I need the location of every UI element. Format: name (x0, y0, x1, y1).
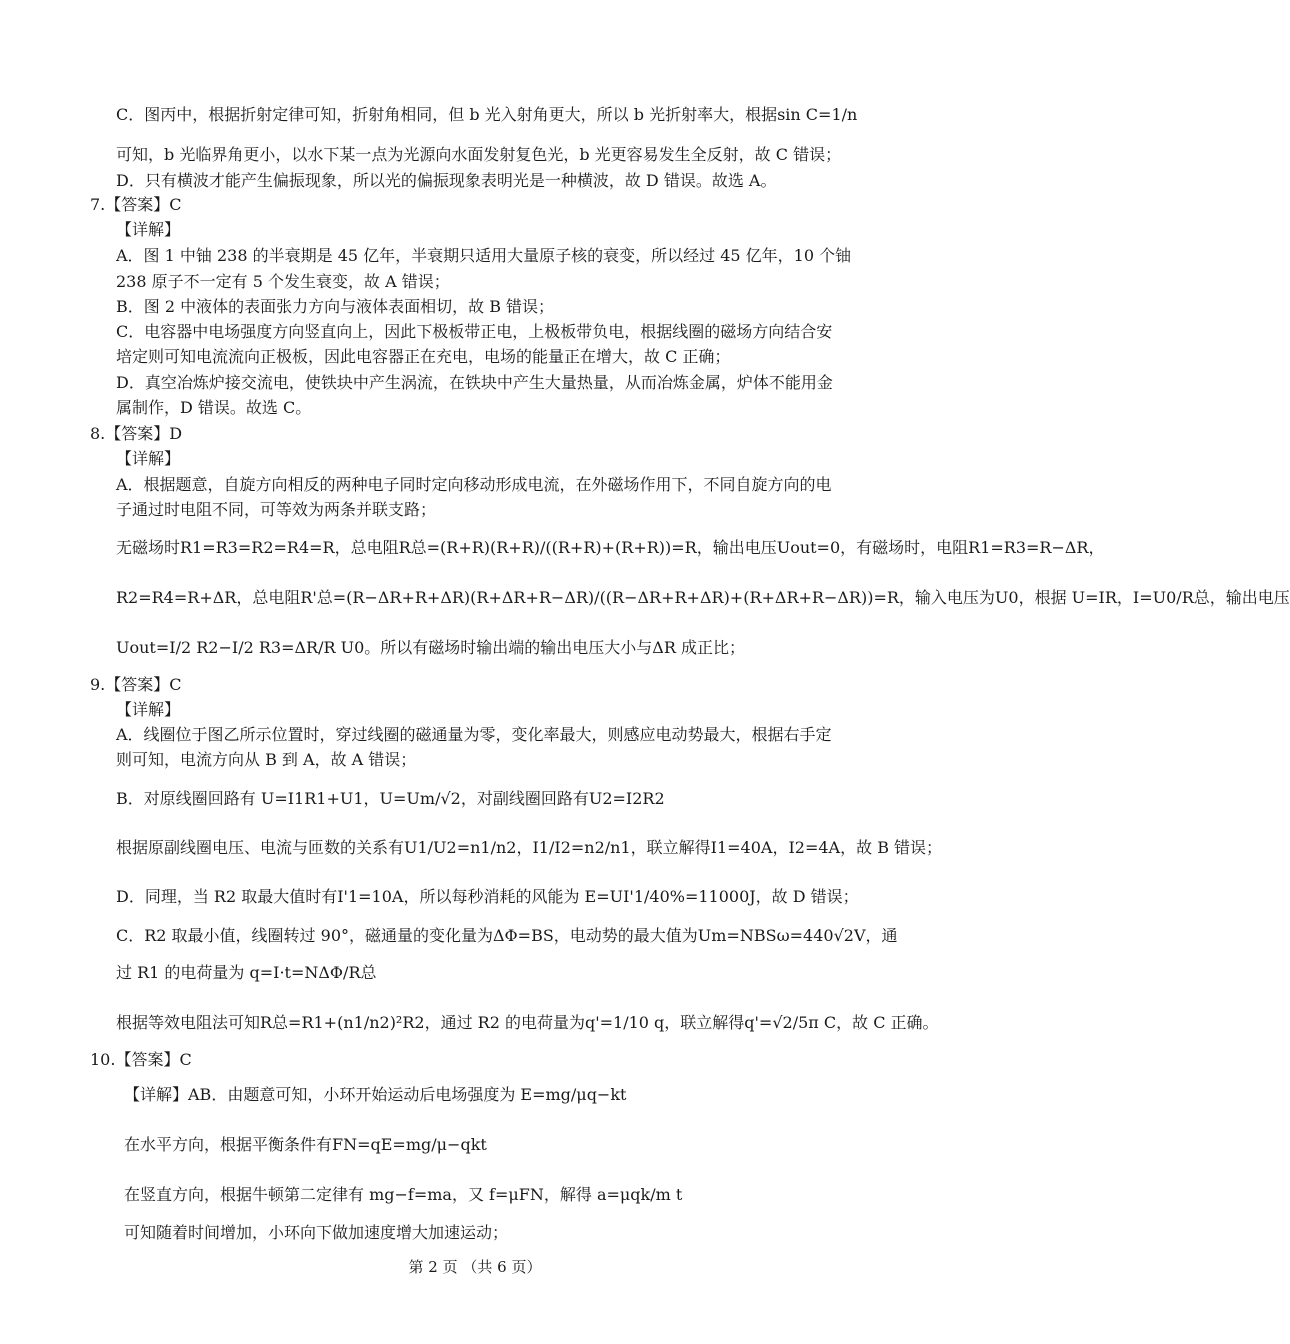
q10-answer: 10.【答案】C (90, 1050, 192, 1069)
q9-answer: 9.【答案】C (90, 675, 182, 694)
q9-c-line3: 根据等效电阻法可知R总=R1+(n1/n2)²R2，通过 R2 的电荷量为q'=1/10 q，联立解得q'=√2/5π C，故 C 正确。 (116, 1013, 939, 1032)
q10-ab-line3: 在竖直方向，根据牛顿第二定律有 mg−f=ma，又 f=μFN，解得 a=μqk/m t (124, 1185, 683, 1204)
q8-a-line1: A．根据题意，自旋方向相反的两种电子同时定向移动形成电流，在外磁场作用下，不同自旋方向的电 (116, 475, 832, 494)
q7-a-line2: 238 原子不一定有 5 个发生衰变，故 A 错误； (116, 272, 450, 291)
q9-d-line: D．同理，当 R2 取最大值时有I'1=10A，所以每秒消耗的风能为 E=UI'1/40%=11000J，故 D 错误； (116, 887, 859, 906)
q6-d-line: D．只有横波才能产生偏振现象，所以光的偏振现象表明光是一种横波，故 D 错误。故选 A。 (116, 171, 777, 190)
q8-a-line2: 子通过时电阻不同，可等效为两条并联支路； (116, 500, 437, 519)
q7-d-line1: D．真空冶炼炉接交流电，使铁块中产生涡流，在铁块中产生大量热量，从而冶炼金属，炉体不能用金 (116, 373, 833, 392)
q7-a-line1: A．图 1 中铀 238 的半衰期是 45 亿年，半衰期只适用大量原子核的衰变，所以经过 45 亿年，10 个铀 (116, 246, 852, 265)
q7-d-line2: 属制作，D 错误。故选 C。 (116, 398, 312, 417)
q9-c-line1: C．R2 取最小值，线圈转过 90°，磁通量的变化量为ΔΦ=BS，电动势的最大值为Um=NBSω=440√2V，通 (116, 926, 898, 945)
q9-detail-label: 【详解】 (116, 700, 181, 719)
q10-ab-line4: 可知随着时间增加，小环向下做加速度增大加速运动； (124, 1223, 509, 1242)
q8-a-line3: 无磁场时R1=R3=R2=R4=R，总电阻R总=(R+R)(R+R)/((R+R)+(R+R))=R，输出电压Uout=0，有磁场时，电阻R1=R3=R−ΔR， (116, 538, 1105, 557)
q7-c-line2: 培定则可知电流流向正极板，因此电容器正在充电，电场的能量正在增大，故 C 正确； (116, 347, 731, 366)
q9-a-line2: 则可知，电流方向从 B 到 A，故 A 错误； (116, 750, 417, 769)
q7-c-line1: C．电容器中电场强度方向竖直向上，因此下极板带正电，上极板带负电，根据线圈的磁场方向结合安 (116, 322, 833, 341)
q10-ab-line2: 在水平方向，根据平衡条件有FN=qE=mg/μ−qkt (124, 1135, 487, 1154)
q9-b-line2: 根据原副线圈电压、电流与匝数的关系有U1/U2=n1/n2，I1/I2=n2/n1，联立解得I1=40A，I2=4A，故 B 错误； (116, 838, 943, 857)
q6-c-line1: C．图丙中，根据折射定律可知，折射角相同，但 b 光入射角更大，所以 b 光折射率大，根据sin C=1/n (116, 105, 858, 124)
q7-detail-label: 【详解】 (116, 220, 181, 239)
q8-a-line5: Uout=I/2 R2−I/2 R3=ΔR/R U0。所以有磁场时输出端的输出电压大小与ΔR 成正比； (116, 638, 745, 657)
q8-a-line4: R2=R4=R+ΔR，总电阻R'总=(R−ΔR+R+ΔR)(R+ΔR+R−ΔR)/((R−ΔR+R+ΔR)+(R+ΔR+R−ΔR))=R，输入电压为U0，根据 U=IR，I=U0/R总，输出电压 (116, 588, 1290, 607)
q9-c-line2: 过 R1 的电荷量为 q=I·t=NΔΦ/R总 (116, 963, 377, 982)
page-footer: 第 2 页 （共 6 页） (408, 1258, 542, 1276)
q10-ab-line1: 【详解】AB．由题意可知，小环开始运动后电场强度为 E=mg/μq−kt (124, 1085, 627, 1104)
q8-detail-label: 【详解】 (116, 449, 181, 468)
q9-a-line1: A．线圈位于图乙所示位置时，穿过线圈的磁通量为零，变化率最大，则感应电动势最大，根据右手定 (116, 725, 832, 744)
q7-answer: 7.【答案】C (90, 195, 182, 214)
q9-b-line1: B．对原线圈回路有 U=I1R1+U1，U=Um/√2，对副线圈回路有U2=I2R2 (116, 789, 665, 808)
q8-answer: 8.【答案】D (90, 424, 183, 443)
q6-c-line2: 可知，b 光临界角更小，以水下某一点为光源向水面发射复色光，b 光更容易发生全反射，故 C 错误； (116, 145, 842, 164)
q7-b-line: B．图 2 中液体的表面张力方向与液体表面相切，故 B 错误； (116, 297, 555, 316)
